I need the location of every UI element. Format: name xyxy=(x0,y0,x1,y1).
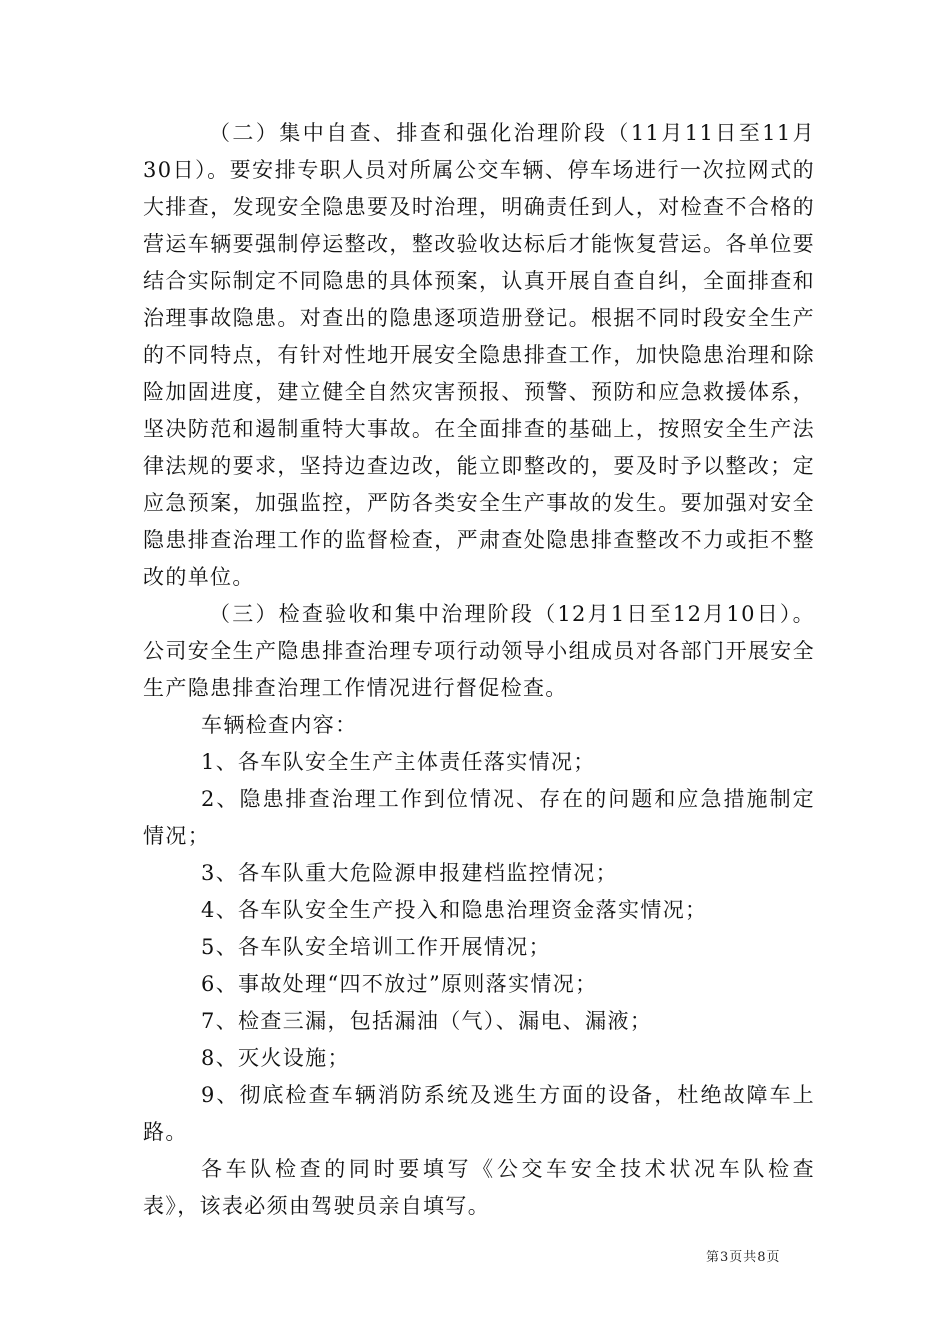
list-item-9: 9、彻底检查车辆消防系统及逃生方面的设备，杜绝故障车上路。 xyxy=(143,1083,815,1144)
list-item-4: 4、各车队安全生产投入和隐患治理资金落实情况； xyxy=(201,898,708,922)
paragraph-stage-two: （二）集中自查、排查和强化治理阶段（11月11日至11月30日）。要安排专职人员对所属公交车辆、停车场进行一次拉网式的大排查，发现安全隐患要及时治理，明确责任到人，对检查不合格的营运车辆要强制停运整改，整改验收达标后才能恢复营运。各单位要结合实际制定不同隐患的具体预案，认真开展自查自纠，全面排查和治理事故隐患。对查出的隐患逐项造册登记。根据不同时段安全生产的不同特点，有针对性地开展安全隐患排查工作，加快隐患治理和除险加固进度，建立健全自然灾害预报、预警、预防和应急救援体系，坚决防范和遏制重特大事故。在全面排查的基础上，按照安全生产法律法规的要求，坚持边查边改，能立即整改的，要及时予以整改；定应急预案，加强监控，严防各类安全生产事故的发生。要加强对安全隐患排查治理工作的监督检查，严肃查处隐患排查整改不力或拒不整改的单位。 xyxy=(143,121,815,589)
paragraph-inspection-heading: 车辆检查内容： xyxy=(201,713,358,737)
paragraph-stage-three: （三）检查验收和集中治理阶段（12月1日至12月10日）。公司安全生产隐患排查治理专项行动领导小组成员对各部门开展安全生产隐患排查治理工作情况进行督促检查。 xyxy=(143,602,815,700)
page-number: 第3页共8页 xyxy=(706,1250,781,1265)
paragraph-checklist-note: 各车队检查的同时要填写《公交车安全技术状况车队检查表》，该表必须由驾驶员亲自填写。 xyxy=(143,1157,815,1218)
list-item-3: 3、各车队重大危险源申报建档监控情况； xyxy=(201,861,619,885)
list-item-7: 7、检查三漏，包括漏油（气）、漏电、漏液； xyxy=(201,1009,653,1033)
document-body xyxy=(143,115,815,1225)
list-item-8: 8、灭火设施； xyxy=(201,1046,350,1070)
list-item-6: 6、事故处理“四不放过”原则落实情况； xyxy=(201,972,598,996)
list-item-2: 2、隐患排查治理工作到位情况、存在的问题和应急措施制定情况； xyxy=(143,787,815,848)
list-item-1: 1、各车队安全生产主体责任落实情况； xyxy=(201,750,596,774)
list-item-5: 5、各车队安全培训工作开展情况； xyxy=(201,935,551,959)
